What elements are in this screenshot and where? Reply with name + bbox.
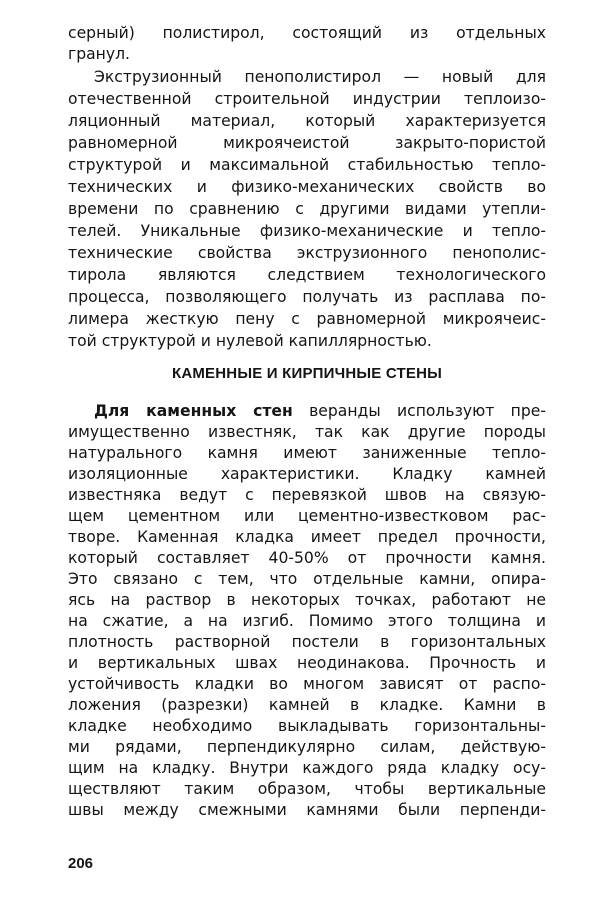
text-line: устойчивость кладки во многом зависят от распо- <box>68 675 546 693</box>
text-line: лимера жесткую пену с равномерной микроячеис- <box>68 310 546 328</box>
text-line: швы между смежными камнями были перпенди- <box>68 801 546 819</box>
text-line: плотность растворной постели в горизонтальных <box>68 633 546 651</box>
text-fragment: веранды используют пре- <box>292 402 546 420</box>
text-line: и вертикальных швах неодинакова. Прочность и <box>68 654 546 672</box>
text-line: тирола являются следствием технологического <box>68 266 546 284</box>
text-line: процесса, позволяющего получать из расплава по- <box>68 288 546 306</box>
text-line: ясь на раствор в некоторых точках, работают не <box>68 591 546 609</box>
text-line: той структурой и нулевой капиллярностью. <box>68 332 432 350</box>
text-line: ми рядами, перпендикулярно силам, действую- <box>68 738 546 756</box>
text-line: щем цементном или цементно-известковом рас- <box>68 507 546 525</box>
text-line: времени по сравнению с другими видами утепли- <box>68 200 546 218</box>
text-line: творе. Каменная кладка имеет предел прочности, <box>68 528 546 546</box>
text-line-first <box>94 400 546 422</box>
section-heading: КАМЕННЫЕ И КИРПИЧНЫЕ СТЕНЫ <box>171 365 443 382</box>
text-line: на сжатие, а на изгиб. Помимо этого толщина и <box>68 612 546 630</box>
text-line: гранул. <box>68 45 130 63</box>
text-line: кладке необходимо выкладывать горизонтальны- <box>68 717 546 735</box>
text-line: технических и физико-механических свойств во <box>68 178 546 196</box>
text-line: имущественно известняк, так как другие породы <box>68 423 546 441</box>
text-line: ществляют таким образом, чтобы вертикальные <box>68 780 546 798</box>
text-line: Это связано с тем, что отдельные камни, опира- <box>68 570 546 588</box>
text-line: Экструзионный пенополистирол — новый для <box>94 68 546 86</box>
text-line: изоляционные характеристики. Кладку камней <box>68 465 546 483</box>
text-line: ляционный материал, который характеризуется <box>68 112 546 130</box>
text-line: равномерной микроячеистой закрыто-пористой <box>68 134 546 152</box>
text-line: серный) полистирол, состоящий из отдельных <box>68 24 546 42</box>
text-line: телей. Уникальные физико-механические и тепло- <box>68 222 546 240</box>
text-line: известняка ведут с перевязкой швов на связую- <box>68 486 546 504</box>
page-number: 206 <box>68 855 94 872</box>
text-line: натурального камня имеют заниженные тепло- <box>68 444 546 462</box>
text-line: отечественной строительной индустрии теплоизо- <box>68 90 546 108</box>
text-line: который составляет 40-50% от прочности камня. <box>68 549 546 567</box>
text-line: структурой и максимальной стабильностью тепло- <box>68 156 546 174</box>
text-line: технические свойства экструзионного пенополис- <box>68 244 546 262</box>
text-line: щим на кладку. Внутри каждого ряда кладку осу- <box>68 759 546 777</box>
text-line: ложения (разрезки) камней в кладке. Камни в <box>68 696 546 714</box>
lead-phrase: Для каменных стен <box>94 402 293 420</box>
